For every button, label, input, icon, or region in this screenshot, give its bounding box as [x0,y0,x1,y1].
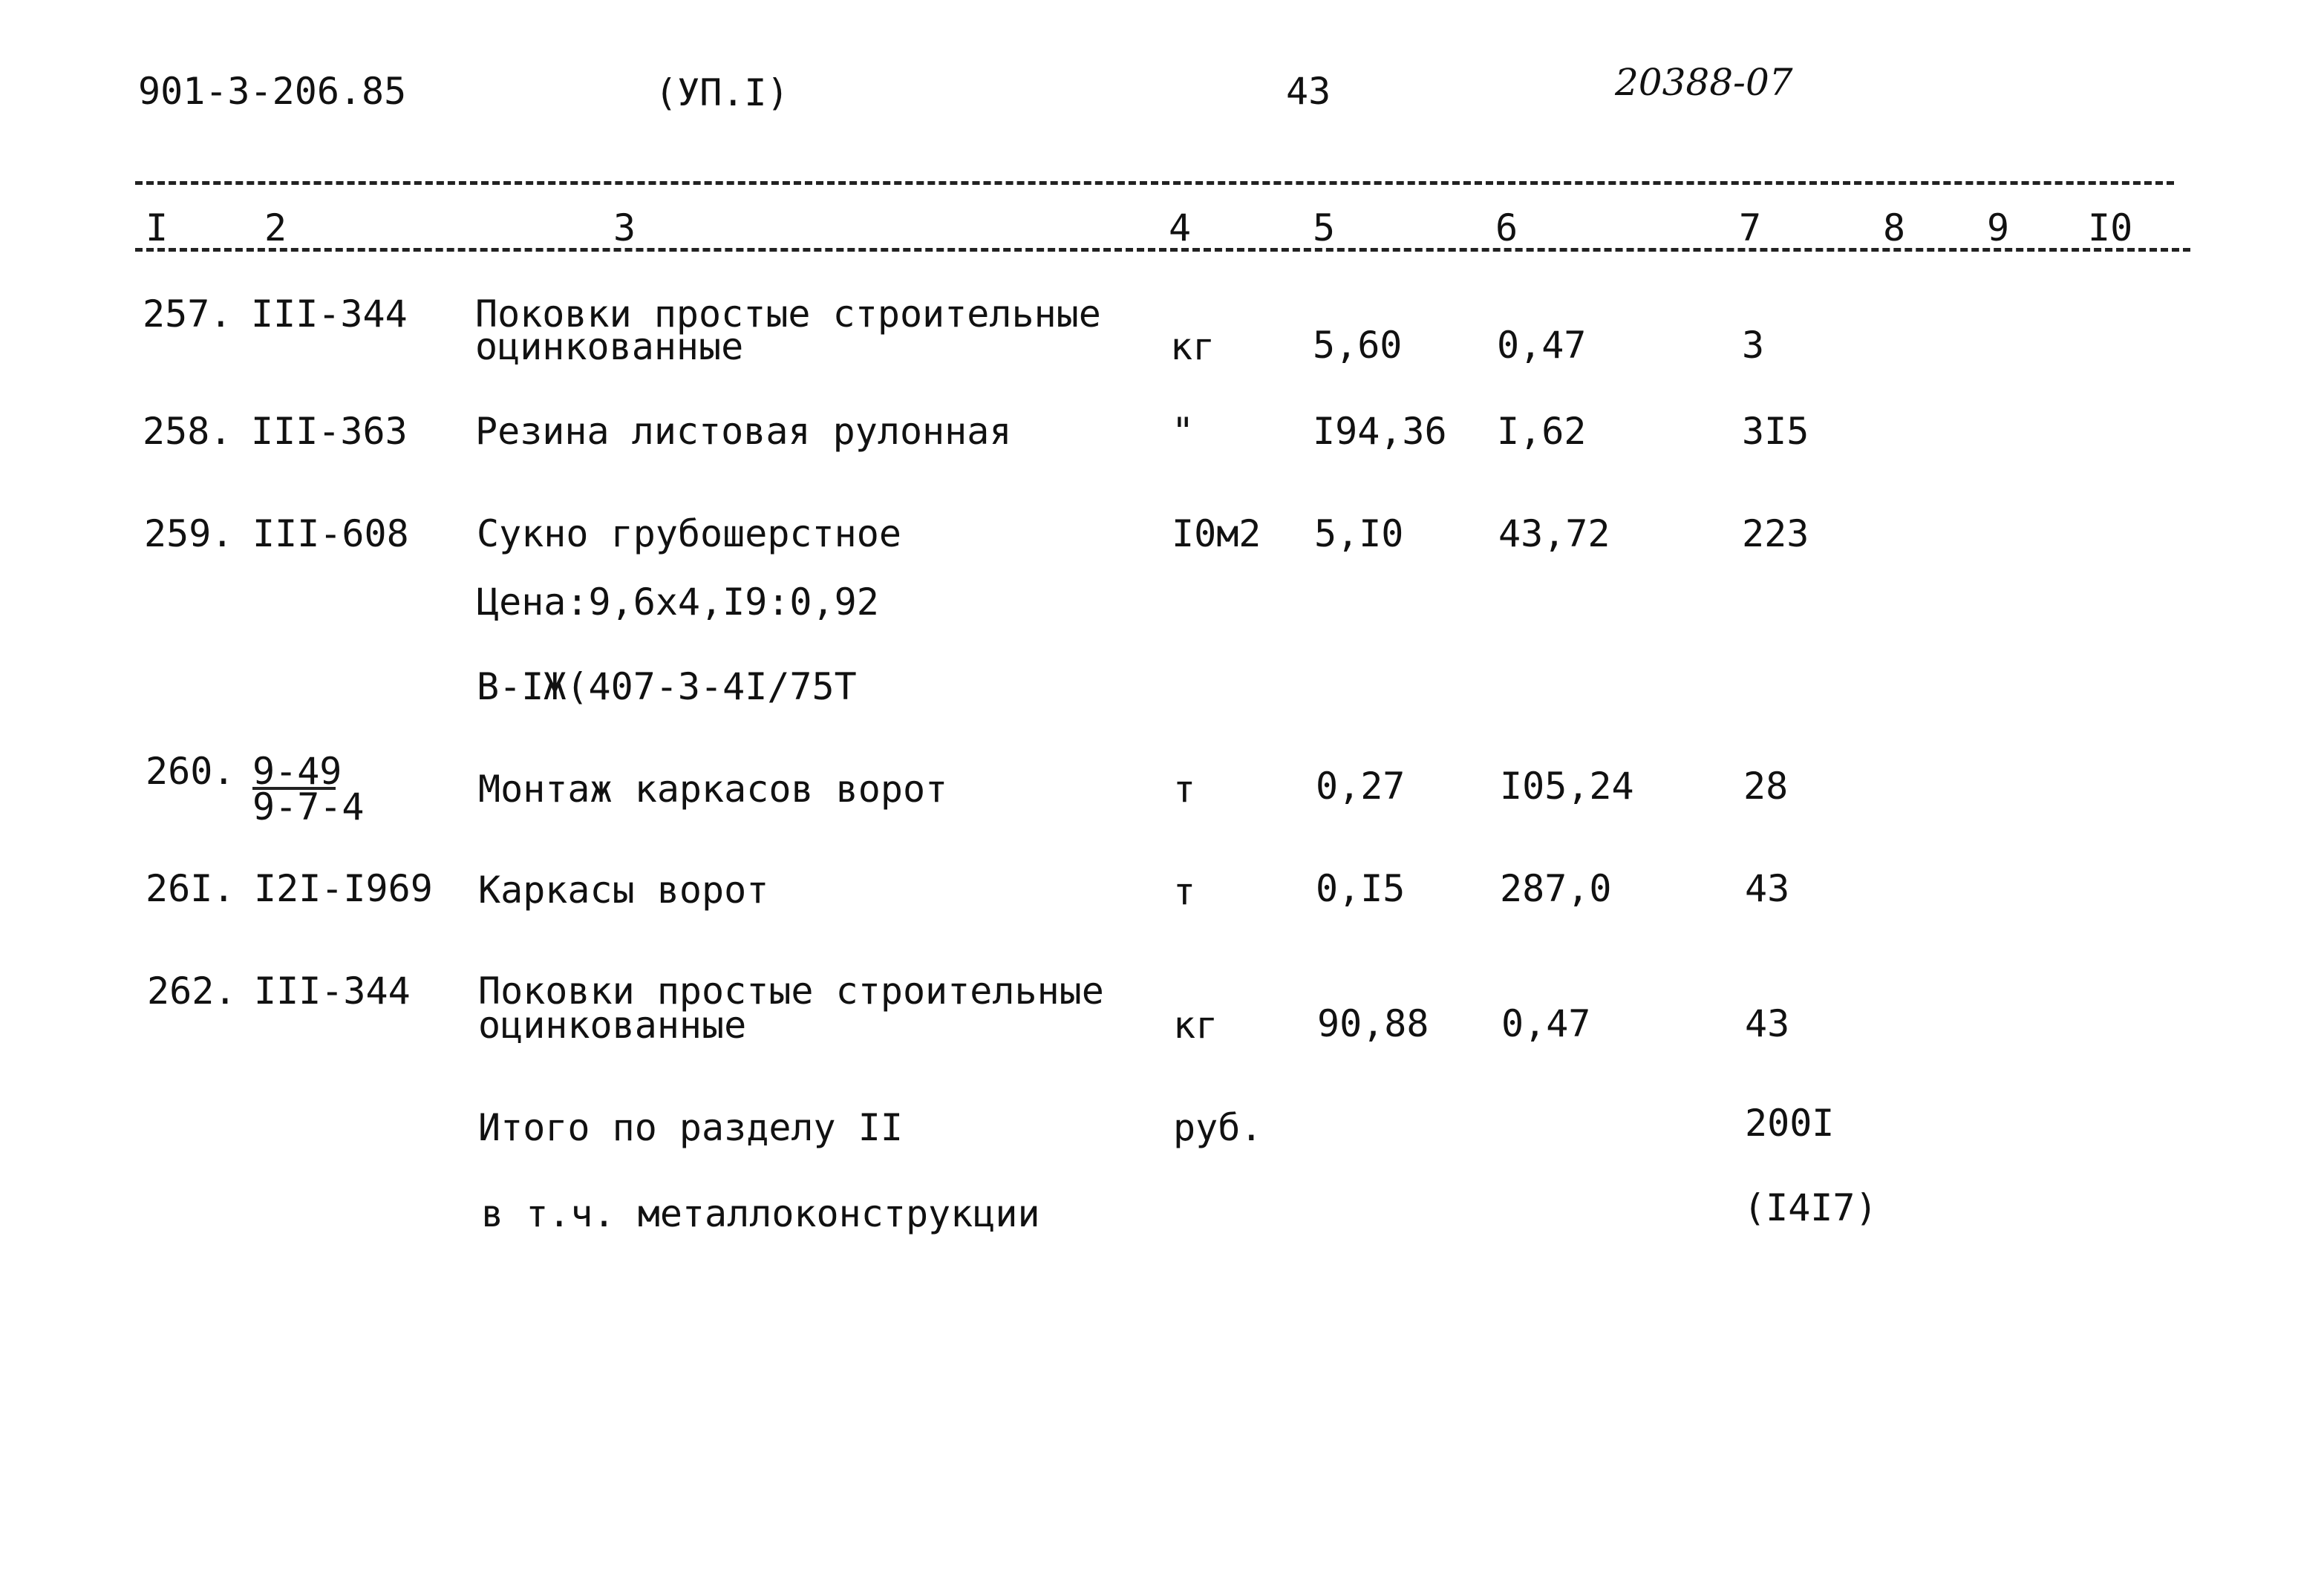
row-261-unit: т [1173,870,1196,913]
row-261-number: 26I. [146,867,235,910]
row-261-price: 287,0 [1500,867,1612,910]
row-260-name: Монтаж каркасов ворот [478,768,948,811]
row-257-code: III-344 [251,292,408,336]
row-259-total: 223 [1742,512,1809,555]
row-259-price: 43,72 [1498,512,1610,555]
row-258-unit: " [1172,410,1195,453]
row-261-name: Каркасы ворот [478,869,769,912]
row-260-number: 260. [146,750,235,793]
metalwork-subtotal-label: в т.ч. металлоконструкции [481,1192,1040,1235]
row-262-name-line2: оцинкованные [478,1004,747,1047]
document-code: 901-3-206.85 [138,70,407,113]
section-total-unit: руб. [1173,1106,1263,1149]
row-261-total: 43 [1745,867,1790,910]
row-259-unit: I0м2 [1172,512,1261,555]
row-258-quantity: I94,36 [1313,410,1447,453]
metalwork-subtotal-value: (I4I7) [1743,1186,1878,1229]
row-257-price: 0,47 [1497,324,1587,367]
row-258-price: I,62 [1497,410,1587,453]
col-header-1: I [146,206,169,249]
row-257-name-line2: оцинкованные [475,325,744,368]
section-total-value: 200I [1745,1102,1835,1145]
row-259-name: Сукно грубошерстное [477,512,901,555]
row-258-number: 258. [143,410,232,453]
handwritten-number: 20388-07 [1615,61,1793,104]
row-262-number: 262. [147,970,237,1013]
section-label: (УП.I) [655,71,789,114]
row-261-quantity: 0,I5 [1316,867,1406,910]
row-257-unit: кг [1170,325,1215,368]
row-259-price-note: Цена:9,6х4,I9:0,92 [477,581,879,624]
row-262-quantity: 90,88 [1317,1002,1429,1045]
header-rule [135,248,2190,252]
row-259-code: III-608 [252,512,409,555]
col-header-2: 2 [264,206,287,249]
row-257-name-line1: Поковки простые строительные [475,292,1101,336]
row-262-unit: кг [1173,1004,1218,1047]
row-261-code: I2I-I969 [254,867,433,910]
row-257-quantity: 5,60 [1313,324,1403,367]
col-header-10: I0 [2088,206,2133,249]
row-259-number: 259. [144,512,234,555]
row-257-total: 3 [1742,324,1765,367]
row-262-total: 43 [1745,1002,1790,1045]
row-258-total: 3I5 [1742,410,1809,453]
col-header-3: 3 [613,206,636,249]
col-header-8: 8 [1883,206,1906,249]
col-header-4: 4 [1169,206,1192,249]
row-260-price: I05,24 [1500,765,1634,808]
row-262-code: III-344 [254,970,411,1013]
row-257-number: 257. [143,292,232,336]
col-header-9: 9 [1987,206,2010,249]
row-259-reference-note: В-IЖ(407-3-4I/75Т [477,665,857,708]
row-258-name: Резина листовая рулонная [475,410,1012,453]
row-258-code: III-363 [251,410,408,453]
section-total-label: Итого по разделу II [478,1106,903,1149]
row-259-quantity: 5,I0 [1314,512,1404,555]
row-262-price: 0,47 [1501,1002,1591,1045]
row-260-unit: т [1173,768,1196,811]
row-260-quantity: 0,27 [1316,765,1406,808]
col-header-7: 7 [1739,206,1762,249]
top-rule [135,181,2174,185]
col-header-5: 5 [1313,206,1336,249]
row-260-code-secondary: 9-7-4 [252,785,365,828]
page-number: 43 [1286,70,1331,113]
row-260-code: 9-49 [252,750,342,793]
col-header-6: 6 [1495,206,1518,249]
row-260-total: 28 [1743,765,1789,808]
row-262-name-line1: Поковки простые строительные [478,970,1104,1013]
